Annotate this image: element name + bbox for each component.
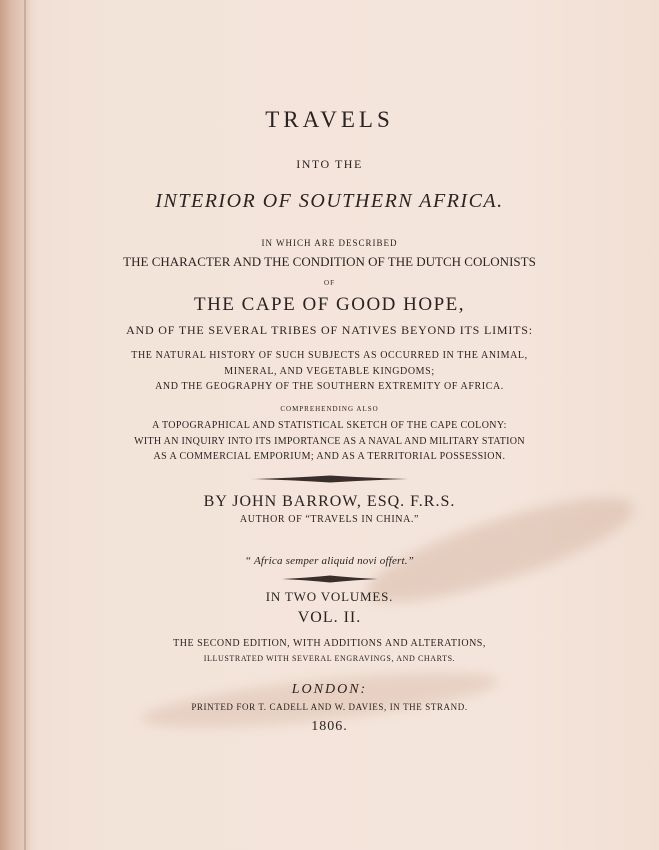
volume-number: VOL. II. bbox=[297, 609, 362, 626]
illustrated-line: ILLUSTRATED WITH SEVERAL ENGRAVINGS, AND CHARTS. bbox=[203, 654, 456, 663]
printer-line: PRINTED FOR T. CADELL AND W. DAVIES, IN THE STRAND. bbox=[191, 702, 468, 712]
author-line: BY JOHN BARROW, ESQ. F.R.S. bbox=[203, 493, 456, 510]
kingdoms-line: MINERAL, AND VEGETABLE KINGDOMS; bbox=[224, 366, 435, 377]
comprehending-line: COMPREHENDING ALSO bbox=[280, 405, 379, 413]
natural-history-line: THE NATURAL HISTORY OF SUCH SUBJECTS AS OCCURRED IN THE ANIMAL, bbox=[131, 350, 528, 361]
inquiry-line: WITH AN INQUIRY INTO ITS IMPORTANCE AS A NAVAL AND MILITARY STATION bbox=[134, 436, 525, 447]
divider-ornament bbox=[0, 475, 659, 485]
city-line: LONDON: bbox=[291, 682, 368, 697]
year-line: 1806. bbox=[311, 719, 348, 734]
into-the-line: INTO THE bbox=[296, 157, 363, 171]
divider-ornament bbox=[0, 575, 659, 585]
emporium-line: AS A COMMERCIAL EMPORIUM; AND AS A TERRITORIAL POSSESSION. bbox=[153, 451, 506, 462]
volumes-line: IN TWO VOLUMES. bbox=[265, 589, 394, 604]
book-subtitle: INTERIOR OF SOUTHERN AFRICA. bbox=[155, 190, 504, 212]
cape-line: THE CAPE OF GOOD HOPE, bbox=[193, 294, 466, 315]
in-which-line: IN WHICH ARE DESCRIBED bbox=[261, 238, 398, 248]
edition-line: THE SECOND EDITION, WITH ADDITIONS AND ALTERATIONS, bbox=[173, 638, 486, 649]
sketch-line: A TOPOGRAPHICAL AND STATISTICAL SKETCH OF THE CAPE COLONY: bbox=[152, 420, 507, 431]
geography-line: AND THE GEOGRAPHY OF THE SOUTHERN EXTREMITY OF AFRICA. bbox=[155, 381, 504, 392]
character-line: THE CHARACTER AND THE CONDITION OF THE DUTCH COLONISTS bbox=[123, 254, 536, 269]
author-of-line: AUTHOR OF “TRAVELS IN CHINA.” bbox=[239, 514, 420, 525]
motto-line: “ Africa semper aliquid novi offert.” bbox=[244, 555, 415, 567]
tribes-line: AND OF THE SEVERAL TRIBES OF NATIVES BEYOND ITS LIMITS: bbox=[126, 323, 533, 337]
of-line: OF bbox=[324, 279, 335, 287]
book-title: TRAVELS bbox=[265, 107, 394, 132]
